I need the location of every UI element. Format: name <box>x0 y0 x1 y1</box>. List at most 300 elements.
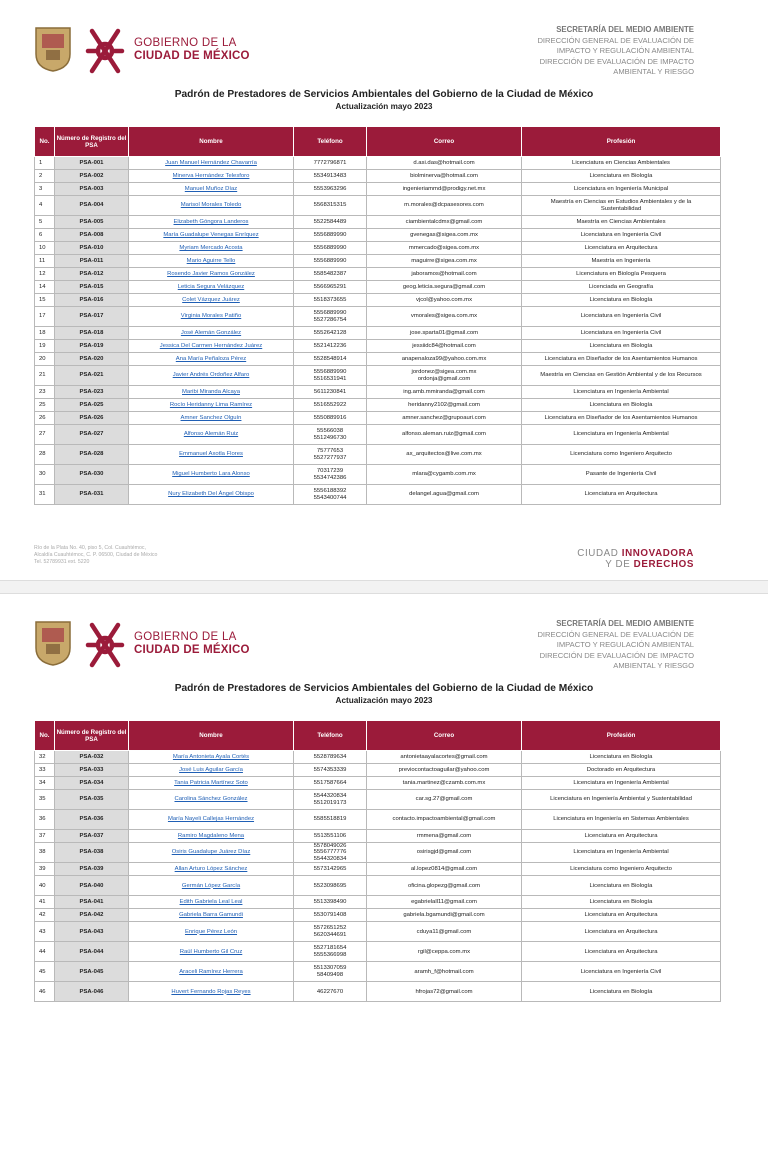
cell-correo: gvenegas@sigea.com.mx <box>367 229 522 242</box>
cell-nombre-link[interactable]: Myriam Mercado Acosta <box>129 242 294 255</box>
cell-registro: PSA-036 <box>55 810 129 830</box>
sec-line-1: SECRETARÍA DEL MEDIO AMBIENTE <box>556 619 694 628</box>
cell-telefono: 5578049026 5556777776 5544320834 <box>294 843 367 863</box>
table-row <box>35 281 721 294</box>
cell-nombre-link[interactable]: Edith Gabriela Leal Leal <box>129 896 294 909</box>
cell-profesion: Licenciatura en Biología <box>522 876 721 896</box>
cell-correo: d.asi.das@hotmail.com <box>367 157 522 170</box>
secretariat-header <box>537 25 694 78</box>
cell-nombre-link[interactable]: Carolina Sánchez González <box>129 790 294 810</box>
cell-no: 10 <box>35 242 55 255</box>
cell-no: 40 <box>35 876 55 896</box>
cell-telefono: 5585518819 <box>294 810 367 830</box>
table-row <box>35 445 721 465</box>
cell-telefono: 70317239 5534742386 <box>294 465 367 485</box>
cell-nombre-link[interactable]: Raúl Humberto Gil Cruz <box>129 942 294 962</box>
gov-line-2: CIUDAD DE MÉXICO <box>134 50 250 62</box>
cell-telefono: 5556188392 5543400744 <box>294 485 367 505</box>
cell-nombre-link[interactable]: Jessica Del Carmen Hernández Juárez <box>129 340 294 353</box>
cell-nombre-link[interactable]: Rocío Heridanny Lima Ramírez <box>129 399 294 412</box>
cell-profesion: Maestría en Ciencias Ambientales <box>522 216 721 229</box>
cell-profesion: Licenciatura en Biología <box>522 399 721 412</box>
cell-correo: rmmena@gmail.com <box>367 830 522 843</box>
cell-profesion: Licenciatura en Ingeniería Ambiental <box>522 777 721 790</box>
table-row <box>35 465 721 485</box>
cell-registro: PSA-008 <box>55 229 129 242</box>
cell-nombre-link[interactable]: Javier Andrés Ordoñez Alfaro <box>129 366 294 386</box>
cell-correo: anapenaloza99@yahoo.com.mx <box>367 353 522 366</box>
cell-nombre-link[interactable]: Huvert Fernando Rojas Reyes <box>129 982 294 1002</box>
address-line-1: Río de la Plata No. 40, piso 5, Col. Cuauhtémoc, <box>34 545 146 551</box>
cell-telefono: 5568315315 <box>294 196 367 216</box>
cell-correo: tania.martinez@czamb.com.mx <box>367 777 522 790</box>
cell-registro: PSA-032 <box>55 751 129 764</box>
cell-profesion: Licenciatura en Ingeniería Ambiental <box>522 425 721 445</box>
table-header-row <box>35 721 721 751</box>
cell-no: 32 <box>35 751 55 764</box>
cell-no: 44 <box>35 942 55 962</box>
cell-registro: PSA-016 <box>55 294 129 307</box>
cell-telefono: 5556889990 <box>294 255 367 268</box>
cell-nombre-link[interactable]: Manuel Muñoz Díaz <box>129 183 294 196</box>
cell-correo: cduya11@gmail.com <box>367 922 522 942</box>
document-subtitle: Actualización mayo 2023 <box>335 696 433 705</box>
table-row <box>35 982 721 1002</box>
cell-profesion: Doctorado en Arquitectura <box>522 764 721 777</box>
cell-nombre-link[interactable]: Nury Elizabeth Del Ángel Obispo <box>129 485 294 505</box>
cell-registro: PSA-025 <box>55 399 129 412</box>
table-row <box>35 268 721 281</box>
cell-correo: jose.sparta01@gmail.com <box>367 327 522 340</box>
col-nombre: Nombre <box>129 721 294 751</box>
cell-telefono: 5528789634 <box>294 751 367 764</box>
cell-registro: PSA-012 <box>55 268 129 281</box>
sec-line-2: DIRECCIÓN GENERAL DE EVALUACIÓN DE <box>537 629 694 639</box>
cell-no: 39 <box>35 863 55 876</box>
cell-no: 46 <box>35 982 55 1002</box>
cell-telefono: 5574353339 <box>294 764 367 777</box>
table-row <box>35 340 721 353</box>
cell-profesion: Licenciatura en Ingeniería Civil <box>522 962 721 982</box>
col-nombre: Nombre <box>129 127 294 157</box>
cell-no: 2 <box>35 170 55 183</box>
cell-registro: PSA-034 <box>55 777 129 790</box>
cell-telefono: 5521412236 <box>294 340 367 353</box>
cell-profesion: Licenciatura en Ciencias Ambientales <box>522 157 721 170</box>
cell-no: 43 <box>35 922 55 942</box>
cell-profesion: Licenciatura en Biología Pesquera <box>522 268 721 281</box>
cell-registro: PSA-003 <box>55 183 129 196</box>
cell-telefono: 5513398490 <box>294 896 367 909</box>
cell-profesion: Licenciatura en Arquitectura <box>522 242 721 255</box>
cell-telefono: 5544320834 5512019173 <box>294 790 367 810</box>
cell-no: 5 <box>35 216 55 229</box>
registry-table <box>34 720 721 1002</box>
cell-registro: PSA-001 <box>55 157 129 170</box>
cell-nombre-link[interactable]: María Nayeli Callejas Hernández <box>129 810 294 830</box>
gov-line-1: GOBIERNO DE LA <box>134 631 237 643</box>
page-separator <box>0 580 768 594</box>
cell-nombre-link[interactable]: María Antonieta Ayala Cortés <box>129 751 294 764</box>
cell-nombre-link[interactable]: Elizabeth Góngora Landeros <box>129 216 294 229</box>
cell-profesion: Licenciatura en Ingeniería en Sistemas Ambientales <box>522 810 721 830</box>
cell-registro: PSA-017 <box>55 307 129 327</box>
col-registro: Número de Registro del PSA <box>55 127 129 157</box>
cell-nombre-link[interactable]: Allan Arturo López Sánchez <box>129 863 294 876</box>
cdmx-coat-of-arms-icon <box>34 620 72 666</box>
cell-correo: amner.sanchez@grupoauri.com <box>367 412 522 425</box>
table-row <box>35 399 721 412</box>
sec-line-4: DIRECCIÓN DE EVALUACIÓN DE IMPACTO <box>539 650 694 660</box>
cell-profesion: Licenciatura en Arquitectura <box>522 909 721 922</box>
table-row <box>35 386 721 399</box>
sec-line-2: DIRECCIÓN GENERAL DE EVALUACIÓN DE <box>537 35 694 45</box>
cell-correo: contacto.impactoambiental@gmail.com <box>367 810 522 830</box>
cell-profesion: Licenciatura en Biología <box>522 170 721 183</box>
sec-line-5: AMBIENTAL Y RIESGO <box>613 661 694 670</box>
cell-nombre-link[interactable]: José Alemán González <box>129 327 294 340</box>
cell-nombre-link[interactable]: Ana María Peñaloza Pérez <box>129 353 294 366</box>
table-row <box>35 485 721 505</box>
cell-telefono: 5556889990 5527286754 <box>294 307 367 327</box>
cell-profesion: Licenciatura en Arquitectura <box>522 830 721 843</box>
cell-profesion: Licenciatura en Ingeniería Civil <box>522 327 721 340</box>
table-body-page-1 <box>35 157 721 505</box>
document-page-1 <box>0 0 768 580</box>
cell-no: 6 <box>35 229 55 242</box>
cell-telefono: 5550889916 <box>294 412 367 425</box>
cell-registro: PSA-041 <box>55 896 129 909</box>
cell-correo: gabriela.bgamundi@gmail.com <box>367 909 522 922</box>
cell-correo: heridanny2102@gmail.com <box>367 399 522 412</box>
cell-no: 26 <box>35 412 55 425</box>
cell-correo: ingenieriammd@prodigy.net.mx <box>367 183 522 196</box>
cell-telefono: 5513551106 <box>294 830 367 843</box>
col-telefono: Teléfono <box>294 721 367 751</box>
cell-profesion: Licenciatura en Ingeniería Civil <box>522 229 721 242</box>
cell-no: 31 <box>35 485 55 505</box>
cell-no: 34 <box>35 777 55 790</box>
cell-profesion: Licenciatura en Biología <box>522 294 721 307</box>
cell-registro: PSA-004 <box>55 196 129 216</box>
table-row <box>35 751 721 764</box>
cell-telefono: 5553963296 <box>294 183 367 196</box>
table-row <box>35 425 721 445</box>
cell-no: 30 <box>35 465 55 485</box>
cell-no: 36 <box>35 810 55 830</box>
col-registro: Número de Registro del PSA <box>55 721 129 751</box>
cell-no: 11 <box>35 255 55 268</box>
table-row <box>35 307 721 327</box>
cell-registro: PSA-005 <box>55 216 129 229</box>
cell-no: 4 <box>35 196 55 216</box>
cell-no: 19 <box>35 340 55 353</box>
cell-registro: PSA-046 <box>55 982 129 1002</box>
government-logo-text <box>134 37 250 63</box>
cell-registro: PSA-044 <box>55 942 129 962</box>
table-row <box>35 942 721 962</box>
cell-correo: vjcol@yahoo.com.mx <box>367 294 522 307</box>
cell-nombre-link[interactable]: Emmanuel Axotla Flores <box>129 445 294 465</box>
cell-nombre-link[interactable]: Alfonso Alemán Ruiz <box>129 425 294 445</box>
cell-nombre-link[interactable]: José Luis Aguilar García <box>129 764 294 777</box>
footer-address <box>34 545 157 566</box>
cell-no: 45 <box>35 962 55 982</box>
cell-nombre-link[interactable]: Minerva Hernández Telesforo <box>129 170 294 183</box>
cell-profesion: Licenciatura como Ingeniero Arquitecto <box>522 863 721 876</box>
cell-registro: PSA-035 <box>55 790 129 810</box>
cell-profesion: Maestría en Ciencias en Gestión Ambiental y de los Recursos <box>522 366 721 386</box>
cell-telefono: 5534913483 <box>294 170 367 183</box>
cell-no: 18 <box>35 327 55 340</box>
cell-profesion: Licenciatura en Arquitectura <box>522 942 721 962</box>
cell-registro: PSA-043 <box>55 922 129 942</box>
table-row <box>35 764 721 777</box>
cell-correo: osirisgjd@gmail.com <box>367 843 522 863</box>
cell-registro: PSA-023 <box>55 386 129 399</box>
cell-no: 25 <box>35 399 55 412</box>
table-row <box>35 863 721 876</box>
cell-no: 20 <box>35 353 55 366</box>
cell-profesion: Licenciatura en Biología <box>522 982 721 1002</box>
cell-correo: mmercado@sigea.com.mx <box>367 242 522 255</box>
cell-correo: ing.amb.mmiranda@gmail.com <box>367 386 522 399</box>
table-row <box>35 412 721 425</box>
sec-line-3: IMPACTO Y REGULACIÓN AMBIENTAL <box>556 46 694 55</box>
cell-nombre-link[interactable]: Leticia Segura Velázquez <box>129 281 294 294</box>
table-body-page-2 <box>35 751 721 1002</box>
cell-correo: car.sg.27@gmail.com <box>367 790 522 810</box>
cell-profesion: Licenciatura en Arquitectura <box>522 922 721 942</box>
cell-nombre-link[interactable]: Mario Aguirre Tello <box>129 255 294 268</box>
cell-nombre-link[interactable]: Miguel Humberto Lara Alonso <box>129 465 294 485</box>
cell-nombre-link[interactable]: María Guadalupe Venegas Enríquez <box>129 229 294 242</box>
table-row <box>35 843 721 863</box>
cell-correo: vmorales@sigea.com.mx <box>367 307 522 327</box>
cell-telefono: 5572651252 5620344691 <box>294 922 367 942</box>
cell-no: 21 <box>35 366 55 386</box>
cell-correo: egabrielall11@gmail.com <box>367 896 522 909</box>
cell-no: 38 <box>35 843 55 863</box>
cell-correo: jordonez@sigea.com.mx ordonja@gmail.com <box>367 366 522 386</box>
cell-registro: PSA-010 <box>55 242 129 255</box>
cell-no: 3 <box>35 183 55 196</box>
cell-telefono: 5611230841 <box>294 386 367 399</box>
cell-registro: PSA-037 <box>55 830 129 843</box>
cell-no: 14 <box>35 281 55 294</box>
secretariat-header <box>537 619 694 672</box>
sec-line-4: DIRECCIÓN DE EVALUACIÓN DE IMPACTO <box>539 56 694 66</box>
address-line-2: Alcaldía Cuauhtémoc, C. P. 06500, Ciudad de México <box>34 552 158 558</box>
col-no: No. <box>35 721 55 751</box>
cell-profesion: Licenciatura en Ingeniería Ambiental <box>522 386 721 399</box>
table-row <box>35 229 721 242</box>
slogan-2a: Y DE <box>605 559 634 570</box>
cell-telefono: 5522584489 <box>294 216 367 229</box>
cell-profesion: Licenciatura en Diseñador de los Asentamientos Humanos <box>522 412 721 425</box>
cell-registro: PSA-031 <box>55 485 129 505</box>
table-row <box>35 196 721 216</box>
cell-no: 1 <box>35 157 55 170</box>
cell-nombre-link[interactable]: Virginia Morales Patiño <box>129 307 294 327</box>
cell-no: 12 <box>35 268 55 281</box>
cell-correo: jessiidc84@hotmail.com <box>367 340 522 353</box>
cell-telefono: 75777653 5527277937 <box>294 445 367 465</box>
cell-profesion: Licenciatura en Biología <box>522 896 721 909</box>
cell-telefono: 5552642128 <box>294 327 367 340</box>
cell-registro: PSA-039 <box>55 863 129 876</box>
cell-telefono: 5556889990 5516531941 <box>294 366 367 386</box>
cell-telefono: 5556889990 <box>294 242 367 255</box>
sec-line-5: AMBIENTAL Y RIESGO <box>613 67 694 76</box>
col-correo: Correo <box>367 127 522 157</box>
table-row <box>35 242 721 255</box>
cell-nombre-link[interactable]: Colet Vázquez Juárez <box>129 294 294 307</box>
table-row <box>35 255 721 268</box>
cell-nombre-link[interactable]: Gabriela Barra Gamundi <box>129 909 294 922</box>
cell-telefono: 5530791408 <box>294 909 367 922</box>
table-row <box>35 294 721 307</box>
cell-nombre-link[interactable]: Ramiro Magdaleno Mena <box>129 830 294 843</box>
cell-correo: biolminerva@hotmail.com <box>367 170 522 183</box>
table-row <box>35 876 721 896</box>
cell-correo: oficina.glopezg@gmail.com <box>367 876 522 896</box>
cell-registro: PSA-015 <box>55 281 129 294</box>
table-row <box>35 170 721 183</box>
cell-correo: al.lopez0814@gmail.com <box>367 863 522 876</box>
cell-telefono: 5527181654 5555366998 <box>294 942 367 962</box>
cell-registro: PSA-019 <box>55 340 129 353</box>
cell-correo: previocontactoaguilar@yahoo.com <box>367 764 522 777</box>
cell-profesion: Licenciada en Geografía <box>522 281 721 294</box>
cell-correo: hfrojas72@gmail.com <box>367 982 522 1002</box>
sec-line-3: IMPACTO Y REGULACIÓN AMBIENTAL <box>556 640 694 649</box>
cell-profesion: Licenciatura en Ingeniería Municipal <box>522 183 721 196</box>
cell-nombre-link[interactable]: Marisol Morales Toledo <box>129 196 294 216</box>
cell-telefono: 5573142965 <box>294 863 367 876</box>
table-row <box>35 909 721 922</box>
cell-correo: alfonso.aleman.ruiz@gmail.com <box>367 425 522 445</box>
cell-telefono: 5518373655 <box>294 294 367 307</box>
cell-registro: PSA-045 <box>55 962 129 982</box>
cell-profesion: Maestría en Ingeniería <box>522 255 721 268</box>
cell-correo: antonietaayalacortes@gmail.com <box>367 751 522 764</box>
cell-nombre-link[interactable]: Rosendo Javier Ramos González <box>129 268 294 281</box>
col-profesion: Profesión <box>522 721 721 751</box>
cell-profesion: Licenciatura en Biología <box>522 751 721 764</box>
cell-correo: geog.leticia.segura@gmail.com <box>367 281 522 294</box>
cell-correo: aramh_f@hotmail.com <box>367 962 522 982</box>
cell-registro: PSA-027 <box>55 425 129 445</box>
table-row <box>35 896 721 909</box>
cell-registro: PSA-040 <box>55 876 129 896</box>
cell-registro: PSA-030 <box>55 465 129 485</box>
cell-nombre-link[interactable]: Osiris Guadalupe Juárez Díaz <box>129 843 294 863</box>
cell-correo: maguirre@sigea.com.mx <box>367 255 522 268</box>
gobierno-cdmx-logo-icon <box>84 25 126 77</box>
cell-telefono: 5585482387 <box>294 268 367 281</box>
table-row <box>35 353 721 366</box>
cell-correo: ax_arquitectos@live.com.mx <box>367 445 522 465</box>
table-row <box>35 157 721 170</box>
table-row <box>35 962 721 982</box>
cell-no: 42 <box>35 909 55 922</box>
cell-no: 33 <box>35 764 55 777</box>
cell-profesion: Licenciatura en Diseñador de los Asentamientos Humanos <box>522 353 721 366</box>
sec-line-1: SECRETARÍA DEL MEDIO AMBIENTE <box>556 25 694 34</box>
cell-telefono: 5566965291 <box>294 281 367 294</box>
cell-correo: m.morales@dcpasesores.com <box>367 196 522 216</box>
gov-line-2: CIUDAD DE MÉXICO <box>134 644 250 656</box>
gobierno-cdmx-logo-icon <box>84 619 126 671</box>
document-page-2 <box>0 594 768 1174</box>
table-row <box>35 327 721 340</box>
cdmx-coat-of-arms-icon <box>34 26 72 72</box>
document-subtitle: Actualización mayo 2023 <box>335 102 433 111</box>
cell-registro: PSA-011 <box>55 255 129 268</box>
cell-nombre-link[interactable]: Araceli Ramírez Herrera <box>129 962 294 982</box>
table-row <box>35 216 721 229</box>
address-line-3: Tel. 52789931 ext. 5220 <box>34 559 90 565</box>
cell-profesion: Licenciatura en Ingeniería Ambiental y Sustentabilidad <box>522 790 721 810</box>
table-row <box>35 830 721 843</box>
cell-no: 17 <box>35 307 55 327</box>
cell-profesion: Licenciatura en Ingeniería Ambiental <box>522 843 721 863</box>
cell-nombre-link[interactable]: Germán López García <box>129 876 294 896</box>
table-row <box>35 366 721 386</box>
cell-no: 27 <box>35 425 55 445</box>
cell-registro: PSA-033 <box>55 764 129 777</box>
cell-nombre-link[interactable]: Amner Sanchez Olguín <box>129 412 294 425</box>
cell-correo: rgil@ceppa.com.mx <box>367 942 522 962</box>
cell-registro: PSA-002 <box>55 170 129 183</box>
slogan-1b: INNOVADORA <box>621 548 694 559</box>
cell-profesion: Licenciatura como Ingeniero Arquitecto <box>522 445 721 465</box>
cell-profesion: Licenciatura en Biología <box>522 340 721 353</box>
cell-telefono: 7772796871 <box>294 157 367 170</box>
cell-no: 15 <box>35 294 55 307</box>
slogan-1a: CIUDAD <box>577 548 622 559</box>
cell-correo: ciambientalcdmx@gmail.com <box>367 216 522 229</box>
slogan-2b: DERECHOS <box>633 559 694 570</box>
cell-telefono: 55566038 5512496730 <box>294 425 367 445</box>
cell-profesion: Maestría en Ciencias en Estudios Ambientales y de la Sustentabilidad <box>522 196 721 216</box>
col-correo: Correo <box>367 721 522 751</box>
cell-correo: mlara@cygamb.com.mx <box>367 465 522 485</box>
table-row <box>35 183 721 196</box>
cell-telefono: 5513307059 58409498 <box>294 962 367 982</box>
cell-nombre-link[interactable]: Enrique Pérez León <box>129 922 294 942</box>
table-row <box>35 922 721 942</box>
document-title: Padrón de Prestadores de Servicios Ambientales del Gobierno de la Ciudad de México <box>174 89 594 100</box>
cell-profesion: Licenciatura en Arquitectura <box>522 485 721 505</box>
cell-registro: PSA-026 <box>55 412 129 425</box>
cell-telefono: 46227670 <box>294 982 367 1002</box>
cell-nombre-link[interactable]: Tania Patricia Martínez Soto <box>129 777 294 790</box>
cell-nombre-link[interactable]: Juan Manuel Hernández Chavarría <box>129 157 294 170</box>
cell-telefono: 5528548914 <box>294 353 367 366</box>
col-profesion: Profesión <box>522 127 721 157</box>
document-title: Padrón de Prestadores de Servicios Ambientales del Gobierno de la Ciudad de México <box>174 683 594 694</box>
cell-telefono: 5517587664 <box>294 777 367 790</box>
cell-registro: PSA-021 <box>55 366 129 386</box>
gov-line-1: GOBIERNO DE LA <box>134 37 237 49</box>
cell-profesion: Licenciatura en Ingeniería Civil <box>522 307 721 327</box>
cell-nombre-link[interactable]: Maribi Miranda Alcaya <box>129 386 294 399</box>
cell-registro: PSA-028 <box>55 445 129 465</box>
col-no: No. <box>35 127 55 157</box>
cell-profesion: Pasante de Ingeniería Civil <box>522 465 721 485</box>
